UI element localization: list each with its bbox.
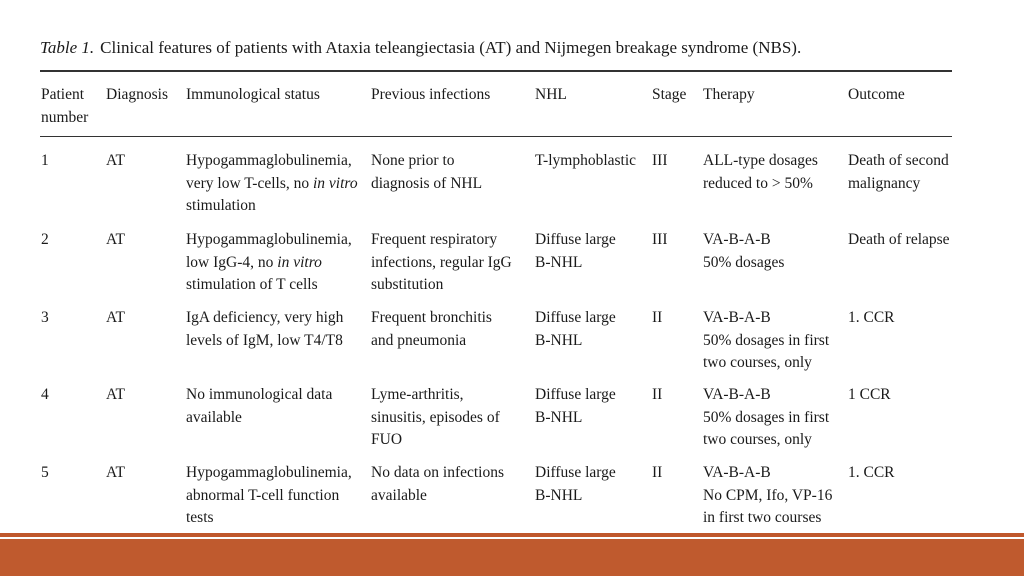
table-top-rule — [40, 70, 952, 72]
row-2-diagnosis: AT — [106, 231, 125, 248]
row-1-number: 1 — [41, 152, 49, 169]
row-1-therapy: ALL-type dosages reduced to > 50% — [703, 152, 818, 192]
row-2-therapy: VA-B-A-B 50% dosages — [703, 231, 785, 271]
row-5-therapy: VA-B-A-B No CPM, Ifo, VP-16 in first two courses — [703, 464, 833, 526]
row-5-nhl: Diffuse large B-NHL — [535, 464, 616, 504]
row-1-stage: III — [652, 152, 668, 169]
row-4-immunological-status: No immunological data available — [186, 386, 333, 426]
row-1-nhl: T-lymphoblastic — [535, 152, 637, 169]
table-header-rule — [40, 136, 952, 137]
footer-accent-line — [0, 533, 1024, 537]
row-1-diagnosis: AT — [106, 152, 125, 169]
row-2-number: 2 — [41, 231, 49, 248]
row-5-previous-infections: No data on infections available — [371, 464, 505, 504]
row-2-nhl: Diffuse large B-NHL — [535, 231, 616, 271]
row-5-number: 5 — [41, 464, 49, 481]
row-4-outcome: 1 CCR — [848, 386, 891, 403]
row-5-immunological-status: Hypogammaglobulinemia, abnormal T-cell function tests — [186, 464, 352, 526]
row-3-number: 3 — [41, 309, 49, 326]
row-4-number: 4 — [41, 386, 49, 403]
row-4-nhl: Diffuse large B-NHL — [535, 386, 616, 426]
header-therapy: Therapy — [703, 86, 755, 103]
row-3-outcome: 1. CCR — [848, 309, 895, 326]
row-5-outcome: 1. CCR — [848, 464, 895, 481]
row-1-immunological-status: Hypogammaglobulinemia, very low T-cells, no in vitro stimulation — [186, 152, 358, 214]
row-3-nhl: Diffuse large B-NHL — [535, 309, 616, 349]
header-outcome: Outcome — [848, 86, 905, 103]
row-5-stage: II — [652, 464, 663, 481]
header-diagnosis: Diagnosis — [106, 86, 168, 103]
footer-accent-band — [0, 539, 1024, 576]
header-previous-infections: Previous infections — [371, 86, 491, 103]
row-2-stage: III — [652, 231, 668, 248]
row-3-therapy: VA-B-A-B 50% dosages in first two courses, only — [703, 309, 830, 371]
row-1-outcome: Death of second malignancy — [848, 152, 949, 192]
row-5-diagnosis: AT — [106, 464, 125, 481]
header-patient-number: Patient number — [41, 86, 89, 126]
row-2-outcome: Death of relapse — [848, 231, 950, 248]
row-3-previous-infections: Frequent bronchitis and pneumonia — [371, 309, 492, 349]
row-3-diagnosis: AT — [106, 309, 125, 326]
row-4-diagnosis: AT — [106, 386, 125, 403]
header-nhl: NHL — [535, 86, 567, 103]
row-1-previous-infections: None prior to diagnosis of NHL — [371, 152, 483, 192]
row-3-immunological-status: IgA deficiency, very high levels of IgM, low T4/T8 — [186, 309, 344, 349]
row-4-stage: II — [652, 386, 663, 403]
row-3-stage: II — [652, 309, 663, 326]
row-2-immunological-status: Hypogammaglobulinemia, low IgG-4, no in vitro stimulation of T cells — [186, 231, 352, 293]
header-immunological-status: Immunological status — [186, 86, 320, 103]
row-2-previous-infections: Frequent respiratory infections, regular IgG substitution — [371, 231, 512, 293]
table-caption-text: Clinical features of patients with Ataxia teleangiectasia (AT) and Nijmegen breakage syndrome (NBS). — [100, 38, 802, 57]
row-4-therapy: VA-B-A-B 50% dosages in first two courses, only — [703, 386, 830, 448]
header-stage: Stage — [652, 86, 687, 103]
table-caption — [40, 38, 801, 58]
table-caption-label: Table 1. — [40, 38, 95, 57]
row-4-previous-infections: Lyme-arthritis, sinusitis, episodes of FUO — [371, 386, 500, 448]
